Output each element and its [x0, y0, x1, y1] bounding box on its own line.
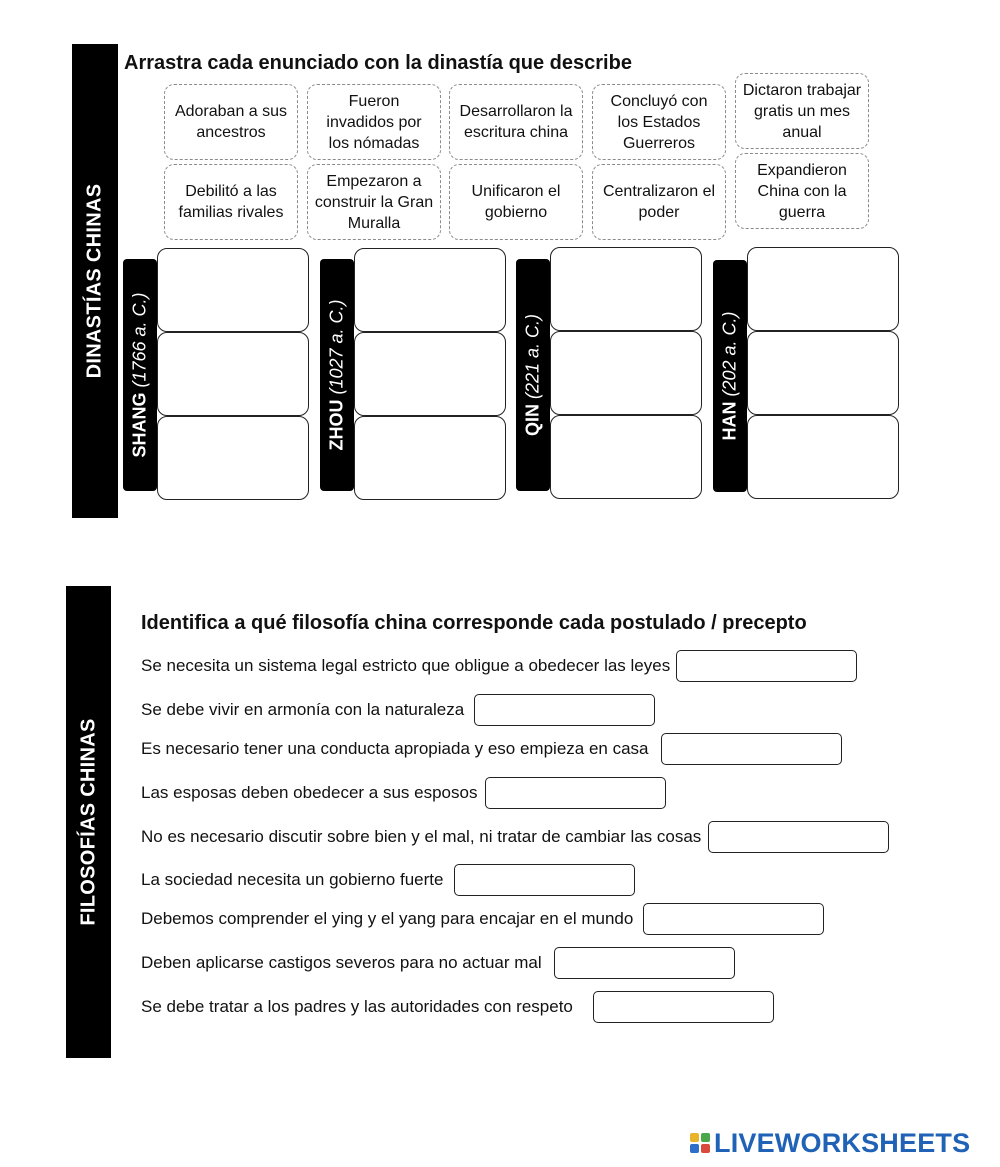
- logo-square: [701, 1144, 710, 1153]
- answer-input[interactable]: [593, 991, 774, 1023]
- draggable-statement-card[interactable]: Dictaron trabajar gratis un mes anual: [735, 73, 869, 149]
- draggable-statement-card[interactable]: Adoraban a sus ancestros: [164, 84, 298, 160]
- draggable-statement-card[interactable]: Concluyó con los Estados Guerreros: [592, 84, 726, 160]
- dynasty-date: (1027 a. C.): [326, 299, 347, 395]
- dynasty-name: QIN: [522, 404, 543, 437]
- answer-input[interactable]: [708, 821, 889, 853]
- answer-input[interactable]: [676, 650, 857, 682]
- liveworksheets-logo-icon: [690, 1133, 710, 1153]
- draggable-statement-card[interactable]: Expandieron China con la guerra: [735, 153, 869, 229]
- dynasty-label-qin: [516, 259, 550, 491]
- draggable-statement-card[interactable]: Fueron invadidos por los nómadas: [307, 84, 441, 160]
- answer-input[interactable]: [485, 777, 666, 809]
- logo-square: [690, 1144, 699, 1153]
- dynasties-section-label: DINASTÍAS CHINAS: [83, 183, 106, 379]
- dynasty-date: (202 a. C.): [719, 311, 740, 397]
- dynasty-name: HAN: [719, 401, 740, 441]
- statement-text: Las esposas deben obedecer a sus esposos: [141, 783, 478, 802]
- dynasties-instruction-title: Arrastra cada enunciado con la dinastía que describe: [124, 52, 632, 74]
- statement-text: Deben aplicarse castigos severos para no actuar mal: [141, 953, 542, 972]
- philosophies-section-label: FILOSOFÍAS CHINAS: [77, 718, 99, 926]
- statement-row: [141, 777, 666, 809]
- logo-square: [690, 1133, 699, 1142]
- dynasty-date: (221 a. C.): [522, 313, 543, 400]
- drop-zone-shang-2[interactable]: [157, 332, 309, 416]
- statement-row: [141, 947, 735, 979]
- statement-text: Es necesario tener una conducta apropiada y eso empieza en casa: [141, 739, 649, 758]
- statement-row: [141, 903, 824, 935]
- logo-square: [701, 1133, 710, 1142]
- answer-input[interactable]: [474, 694, 655, 726]
- statement-text: La sociedad necesita un gobierno fuerte: [141, 870, 444, 889]
- dynasty-label-shang: [123, 259, 157, 491]
- answer-input[interactable]: [643, 903, 824, 935]
- drop-zone-han-1[interactable]: [747, 247, 899, 331]
- dynasty-label-zhou: [320, 259, 354, 491]
- drop-zone-zhou-3[interactable]: [354, 416, 506, 500]
- drop-zone-zhou-1[interactable]: [354, 248, 506, 332]
- statement-row: [141, 991, 774, 1023]
- statement-row: [141, 650, 857, 682]
- answer-input[interactable]: [554, 947, 735, 979]
- dynasty-name: ZHOU: [326, 399, 347, 451]
- drop-zone-han-2[interactable]: [747, 331, 899, 415]
- draggable-statement-card[interactable]: Desarrollaron la escritura china: [449, 84, 583, 160]
- dynasty-label-han: [713, 260, 747, 492]
- liveworksheets-logo[interactable]: [690, 1128, 970, 1158]
- draggable-statement-card[interactable]: Debilitó a las familias rivales: [164, 164, 298, 240]
- drop-zone-qin-1[interactable]: [550, 247, 702, 331]
- statement-row: [141, 694, 655, 726]
- draggable-statement-card[interactable]: Centralizaron el poder: [592, 164, 726, 240]
- statement-text: Se debe tratar a los padres y las autoridades con respeto: [141, 997, 573, 1016]
- statement-row: [141, 821, 889, 853]
- dynasty-name: SHANG: [129, 392, 150, 458]
- drop-zone-zhou-2[interactable]: [354, 332, 506, 416]
- draggable-statement-card[interactable]: Empezaron a construir la Gran Muralla: [307, 164, 441, 240]
- statement-text: No es necesario discutir sobre bien y el mal, ni tratar de cambiar las cosas: [141, 827, 702, 846]
- draggable-statement-card[interactable]: Unificaron el gobierno: [449, 164, 583, 240]
- drop-zone-qin-3[interactable]: [550, 415, 702, 499]
- drop-zone-shang-1[interactable]: [157, 248, 309, 332]
- philosophies-section-bar: [66, 586, 111, 1058]
- statement-text: Se necesita un sistema legal estricto que obligue a obedecer las leyes: [141, 656, 671, 675]
- statement-text: Se debe vivir en armonía con la naturaleza: [141, 700, 465, 719]
- statement-row: [141, 733, 842, 765]
- dynasties-section-bar: [72, 44, 118, 518]
- drop-zone-qin-2[interactable]: [550, 331, 702, 415]
- answer-input[interactable]: [454, 864, 635, 896]
- statement-text: Debemos comprender el ying y el yang para encajar en el mundo: [141, 909, 634, 928]
- drop-zone-shang-3[interactable]: [157, 416, 309, 500]
- drop-zone-han-3[interactable]: [747, 415, 899, 499]
- philosophies-instruction-title: Identifica a qué filosofía china corresponde cada postulado / precepto: [141, 612, 807, 634]
- dynasty-date: (1766 a. C.): [129, 292, 150, 388]
- liveworksheets-logo-text: LIVEWORKSHEETS: [714, 1127, 971, 1158]
- answer-input[interactable]: [661, 733, 842, 765]
- statement-row: [141, 864, 635, 896]
